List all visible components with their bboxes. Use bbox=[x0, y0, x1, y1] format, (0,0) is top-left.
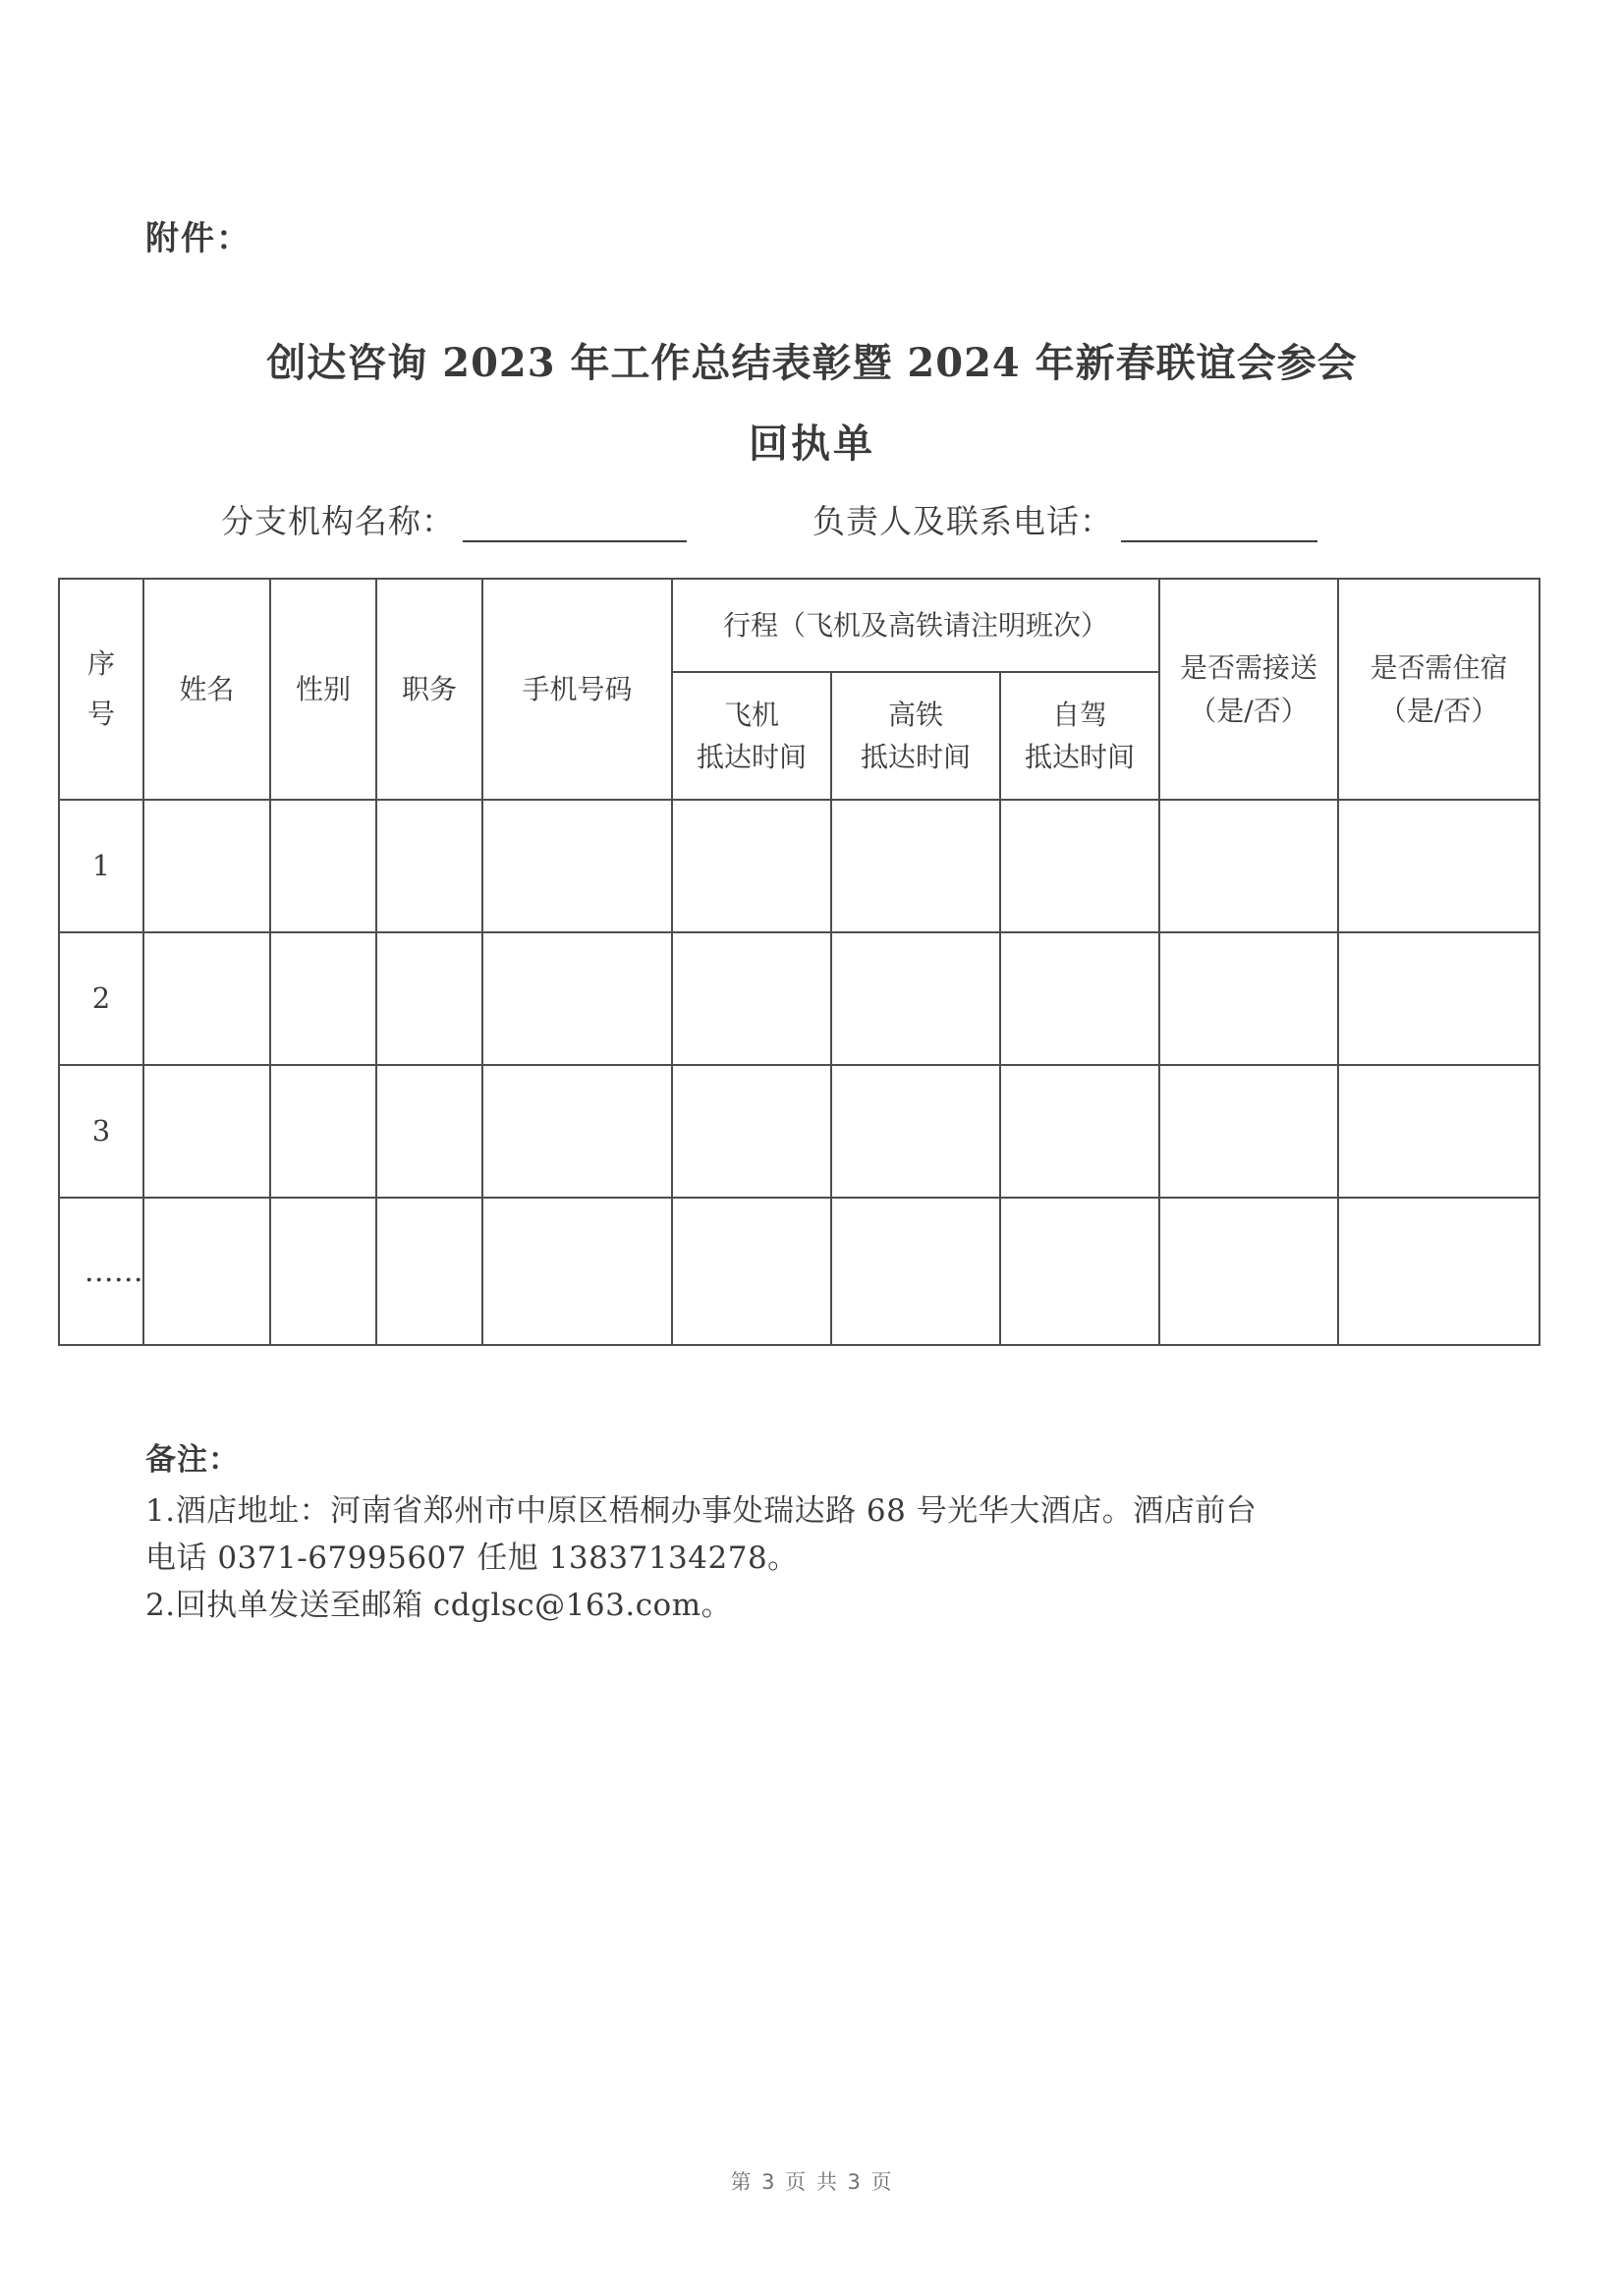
table-row bbox=[59, 1198, 1540, 1345]
col-header-flight-arrival: 飞机 抵达时间 bbox=[672, 672, 831, 800]
col-header-hsr-arrival: 高铁 抵达时间 bbox=[831, 672, 1000, 800]
empty-cell bbox=[831, 932, 1000, 1065]
col-header-lodging: 是否需住宿 （是/否） bbox=[1338, 579, 1540, 800]
seq-cell: …… bbox=[59, 1198, 143, 1345]
col-header-seq: 序号 bbox=[59, 579, 143, 800]
empty-cell bbox=[831, 800, 1000, 932]
empty-cell bbox=[143, 1065, 270, 1198]
empty-cell bbox=[1000, 1198, 1159, 1345]
contact-field bbox=[812, 496, 1317, 542]
branch-name-blank bbox=[463, 507, 687, 542]
empty-cell bbox=[831, 1198, 1000, 1345]
col-header-trip-group: 行程（飞机及高铁请注明班次） bbox=[672, 579, 1159, 672]
col-header-drive-arrival: 自驾 抵达时间 bbox=[1000, 672, 1159, 800]
empty-cell bbox=[1338, 932, 1540, 1065]
col-header-mobile: 手机号码 bbox=[482, 579, 672, 800]
branch-name-label: 分支机构名称： bbox=[221, 502, 455, 540]
empty-cell bbox=[270, 1198, 376, 1345]
page-number-footer: 第 3 页 共 3 页 bbox=[730, 2170, 894, 2194]
reply-slip-table bbox=[58, 578, 1540, 1346]
empty-cell bbox=[143, 1198, 270, 1345]
col-header-position: 职务 bbox=[376, 579, 482, 800]
empty-cell bbox=[672, 1065, 831, 1198]
note-hotel-phone: 电话 0371-67995607 任旭 13837134278。 bbox=[145, 1540, 799, 1576]
branch-name-field bbox=[221, 496, 687, 542]
empty-cell bbox=[1159, 1198, 1338, 1345]
empty-cell bbox=[270, 1065, 376, 1198]
empty-cell bbox=[482, 800, 672, 932]
contact-blank bbox=[1121, 507, 1317, 542]
empty-cell bbox=[482, 1198, 672, 1345]
empty-cell bbox=[1000, 932, 1159, 1065]
note-email: 2.回执单发送至邮箱 cdglsc@163.com。 bbox=[145, 1588, 733, 1623]
contact-label: 负责人及联系电话： bbox=[812, 502, 1113, 540]
empty-cell bbox=[1159, 932, 1338, 1065]
note-hotel-address: 1.酒店地址：河南省郑州市中原区梧桐办事处瑞达路 68 号光华大酒店。酒店前台 bbox=[145, 1493, 1258, 1529]
empty-cell bbox=[482, 1065, 672, 1198]
empty-cell bbox=[482, 932, 672, 1065]
seq-cell: 3 bbox=[59, 1065, 143, 1198]
seq-cell: 2 bbox=[59, 932, 143, 1065]
empty-cell bbox=[672, 932, 831, 1065]
empty-cell bbox=[376, 1065, 482, 1198]
header-row-group bbox=[59, 579, 1540, 672]
table-row bbox=[59, 800, 1540, 932]
empty-cell bbox=[376, 800, 482, 932]
empty-cell bbox=[270, 932, 376, 1065]
empty-cell bbox=[1000, 800, 1159, 932]
document-title-line1: 创达咨询 2023 年工作总结表彰暨 2024 年新春联谊会参会 bbox=[266, 340, 1358, 386]
notes-heading: 备注： bbox=[145, 1442, 240, 1478]
col-header-name: 姓名 bbox=[143, 579, 270, 800]
seq-cell: 1 bbox=[59, 800, 143, 932]
document-title-line2: 回执单 bbox=[749, 420, 875, 467]
empty-cell bbox=[1159, 800, 1338, 932]
empty-cell bbox=[672, 1198, 831, 1345]
empty-cell bbox=[270, 800, 376, 932]
empty-cell bbox=[1338, 800, 1540, 932]
empty-cell bbox=[143, 932, 270, 1065]
col-header-gender: 性别 bbox=[270, 579, 376, 800]
attachment-label: 附件： bbox=[145, 219, 252, 258]
empty-cell bbox=[672, 800, 831, 932]
empty-cell bbox=[376, 932, 482, 1065]
empty-cell bbox=[1159, 1065, 1338, 1198]
empty-cell bbox=[1338, 1065, 1540, 1198]
empty-cell bbox=[1000, 1065, 1159, 1198]
table-row bbox=[59, 932, 1540, 1065]
empty-cell bbox=[1338, 1198, 1540, 1345]
empty-cell bbox=[831, 1065, 1000, 1198]
empty-cell bbox=[143, 800, 270, 932]
empty-cell bbox=[376, 1198, 482, 1345]
table-row bbox=[59, 1065, 1540, 1198]
col-header-pickup: 是否需接送 （是/否） bbox=[1159, 579, 1338, 800]
